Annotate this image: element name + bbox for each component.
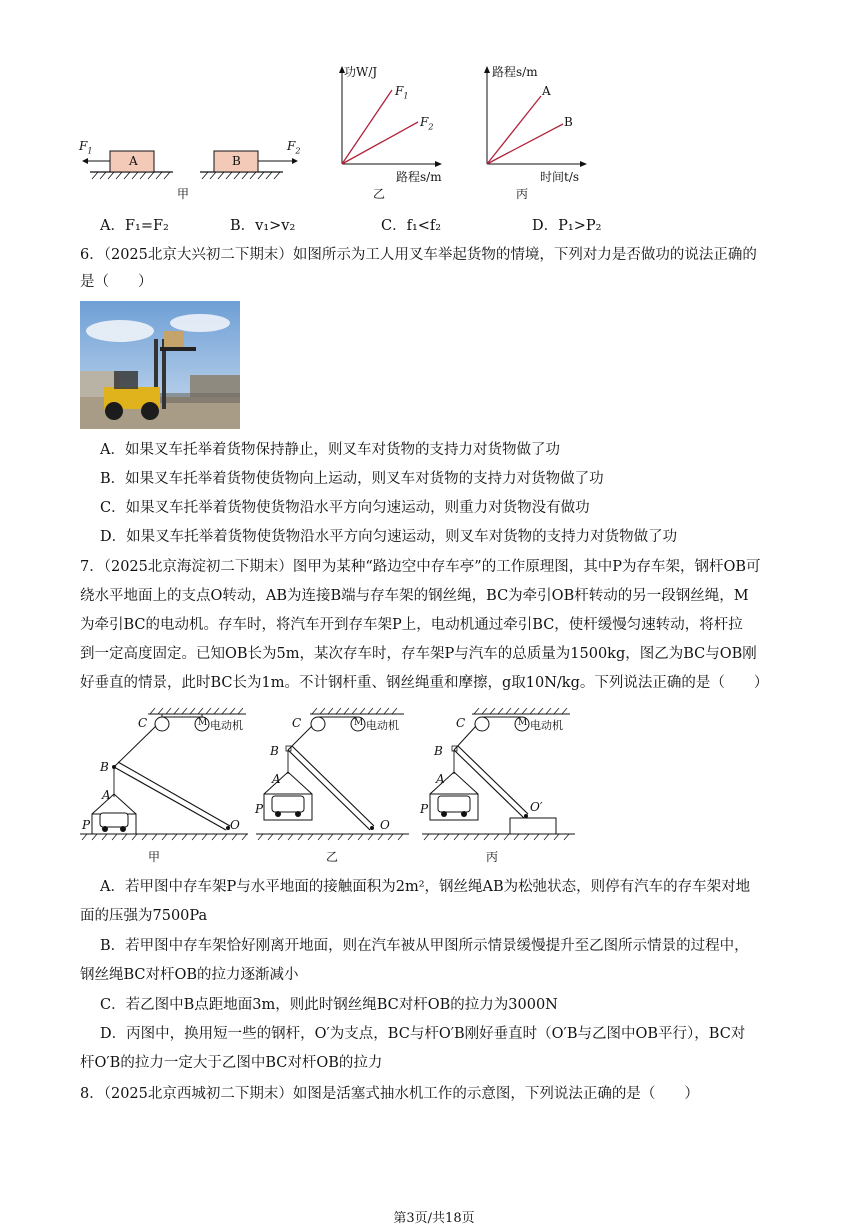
q8-stem: 8．（2025北京西城初二下期末）如图是活塞式抽水机工作的示意图，下列说法正确的是（ ） [80, 1086, 699, 1102]
yi-line-f2-label: $F_2$ [420, 115, 434, 132]
q7-option-c: C．若乙图中B点距地面3m，则此时钢丝绳BC对杆OB的拉力为3000N [100, 997, 558, 1013]
q7-stem-line1: 7．（2025北京海淀初二下期末）图甲为某种“路边空中存车亭”的工作原理图，其中P为存车架，钢杆OB可 [80, 559, 761, 575]
q7-stem-line5: 好垂直的情景，此时BC长为1m。不计钢杆重、钢丝绳重和摩擦，g取10N/kg。下列说法正确的是（ ） [80, 675, 769, 691]
q6-option-c: C．如果叉车托举着货物使货物沿水平方向匀速运动，则重力对货物没有做功 [100, 500, 590, 516]
yi-x-axis-label: 路程s/m [396, 170, 442, 184]
q6-option-b: B．如果叉车托举着货物使货物向上运动，则叉车对货物的支持力对货物做了功 [100, 471, 604, 487]
q6-option-d: D．如果叉车托举着货物使货物沿水平方向匀速运动，则叉车对货物的支持力对货物做了功 [100, 529, 678, 545]
bing-point-b: B [434, 744, 443, 758]
q7-fig-yi-label: 乙 [326, 850, 339, 864]
fig-bing-label: 丙 [516, 187, 529, 201]
q5-option-d: D．P₁>P₂ [532, 218, 602, 234]
q7-fig-jia-label: 甲 [148, 850, 161, 864]
bing-point-p: P [420, 802, 429, 816]
q7-stem-line4: 到一定高度固定。已知OB长为5m，某次存车时，存车架P与汽车的总质量为1500kg，图乙为BC与OB刚 [80, 646, 757, 662]
bing-point-c: C [456, 716, 466, 730]
block-a-label: A [129, 154, 138, 168]
q5-option-a: A．F₁=F₂ [100, 218, 169, 234]
q7-option-b-line2: 钢丝绳BC对杆OB的拉力逐渐减小 [80, 967, 299, 983]
jia-point-p: P [82, 818, 91, 832]
forklift-photo [80, 301, 240, 429]
yi-point-a: A [272, 772, 281, 786]
jia-motor-label: 电动机 [210, 719, 243, 732]
jia-point-a: A [102, 788, 111, 802]
q7-option-a-line2: 面的压强为7500Pa [80, 908, 208, 924]
force-f2-label: $F_2$ [287, 139, 301, 156]
fig-jia-label: 甲 [177, 187, 190, 201]
bing-line-a-label: A [542, 84, 551, 98]
bing-y-axis-label: 路程s/m [492, 65, 538, 79]
yi-motor-m: M [354, 718, 364, 728]
yi-y-axis-label: 功W/J [344, 65, 378, 79]
bing-x-axis-label: 时间t/s [540, 170, 580, 184]
q7-option-a-line1: A．若甲图中存车架P与水平地面的接触面积为2m²，钢丝绳AB为松弛状态，则停有汽车的存车架对地 [100, 879, 751, 895]
bing-motor-m: M [518, 718, 528, 728]
jia-point-o: O [230, 818, 240, 832]
yi-line-f1-label: $F_1$ [395, 84, 409, 101]
q7-option-b-line1: B．若甲图中存车架恰好刚离开地面，则在汽车被从甲图所示情景缓慢提升至乙图所示情景的过程中， [100, 938, 749, 954]
jia-motor-m: M [198, 718, 208, 728]
jia-point-c: C [138, 716, 148, 730]
yi-point-p: P [255, 802, 264, 816]
page-number: 第3页/共18页 [393, 1211, 475, 1226]
bing-point-a: A [436, 772, 445, 786]
q7-option-d-line2: 杆O′B的拉力一定大于乙图中BC对杆OB的拉力 [80, 1055, 383, 1071]
bing-line-b-label: B [564, 115, 573, 129]
bing-motor-label: 电动机 [530, 719, 563, 732]
q7-fig-bing-label: 丙 [486, 850, 499, 864]
force-f1-label: $F_1$ [79, 139, 93, 156]
q6-stem-line1: 6．（2025北京大兴初二下期末）如图所示为工人用叉车举起货物的情境，下列对力是否做功的说法正确的 [80, 247, 757, 263]
yi-point-c: C [292, 716, 302, 730]
q5-option-c: C．f₁<f₂ [381, 218, 442, 234]
block-b-label: B [232, 154, 241, 168]
bing-point-o-prime: O′ [530, 800, 543, 814]
fig-yi-label: 乙 [373, 187, 386, 201]
yi-point-o: O [380, 818, 390, 832]
yi-point-b: B [270, 744, 279, 758]
q6-stem-line2: 是（ ） [80, 274, 153, 290]
jia-point-b: B [100, 760, 109, 774]
q7-stem-line2: 绕水平地面上的支点O转动，AB为连接B端与存车架的钢丝绳，BC为牵引OB杆转动的另一段钢丝绳，M [80, 588, 749, 604]
q5-option-b: B．v₁>v₂ [230, 218, 296, 234]
q6-option-a: A．如果叉车托举着货物保持静止，则叉车对货物的支持力对货物做了功 [100, 442, 560, 458]
yi-motor-label: 电动机 [366, 719, 399, 732]
q7-stem-line3: 为牵引BC的电动机。存车时，将汽车开到存车架P上，电动机通过牵引BC，使杆缓慢匀速转动，将杆拉 [80, 617, 743, 633]
q7-option-d-line1: D．丙图中，换用短一些的钢杆，O′为支点，BC与杆O′B刚好垂直时（O′B与乙图中OB平行），BC对 [100, 1026, 746, 1042]
q5-figure-jia [78, 135, 308, 205]
